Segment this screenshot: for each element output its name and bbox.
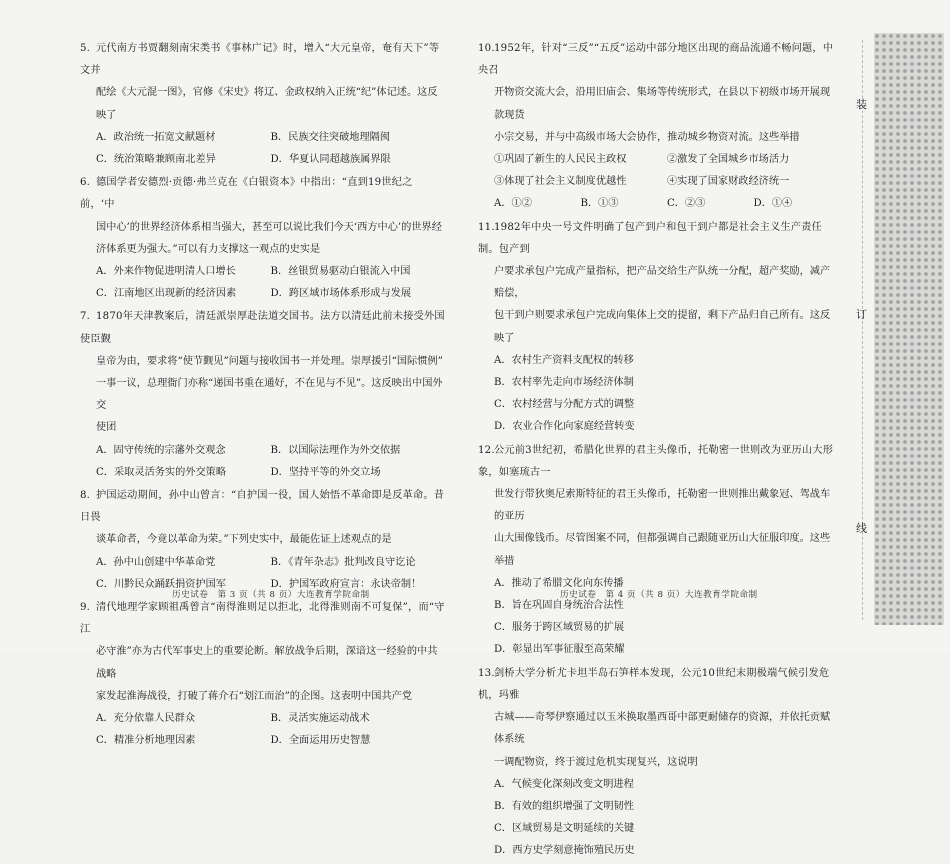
- option-c[interactable]: C．精准分析地理因素: [96, 735, 196, 747]
- options: [80, 261, 445, 305]
- question-text: 济体系更为强大。”可以有力支撑这一观点的史实是: [96, 243, 321, 255]
- question-7: [80, 306, 445, 484]
- question-text: 一调配物资，终于渡过危机实现复兴，这说明: [494, 756, 698, 768]
- question-number: 12.: [478, 444, 495, 456]
- question-text: 1870年天津教案后，清廷派崇厚赴法道交国书。法方以清廷此前未接受外国使臣觐: [80, 311, 445, 345]
- option-a[interactable]: A．孙中山创建中华革命党: [96, 556, 216, 568]
- question-text: 元代南方书贾翻刻南宋类书《事林广记》时，增入“大元皇帝，奄有天下”等文并: [80, 43, 440, 77]
- option-b[interactable]: B．《青年杂志》批判改良守讫论: [270, 556, 416, 568]
- question-text: 小宗交易，并与中高级市场大会协作，推动城乡物资对流。这些举措: [494, 131, 800, 143]
- statement-1: ①巩固了新生的人民民主政权: [494, 154, 627, 166]
- question-text: 谈革命者，今竟以革命为荣。”下列史实中，最能佐证上述观点的是: [96, 534, 392, 546]
- options: [478, 193, 840, 215]
- question-number: 5.: [80, 43, 91, 54]
- question-text: 1982年中央一号文件明确了包产到户和包干到户都是社会主义生产责任制。包产到: [478, 221, 822, 255]
- question-text: 山大围像钱币。尽管图案不同，但都强调自己跟随亚历山大征服印度。这些举措: [494, 533, 831, 567]
- question-text: 公元前3世纪初，希腊化世界的君主头像币，托勒密一世则改为亚历山大形象，如塞琉古一: [478, 444, 834, 478]
- option-a[interactable]: A．充分依靠人民群众: [96, 713, 196, 725]
- option-c[interactable]: C．采取灵活务实的外交策略: [96, 466, 227, 478]
- option-a[interactable]: A．①②: [494, 198, 532, 210]
- statements: [478, 149, 840, 193]
- option-b[interactable]: B．①③: [580, 198, 619, 210]
- option-a[interactable]: A．外来作物促进明清人口增长: [96, 266, 236, 278]
- question-text: 世发行带狄奥尼索斯特征的君王头像币，托勒密一世则推出戴象冠、驾战车的亚历: [494, 489, 831, 523]
- question-text: 剑桥大学分析尤卡坦半岛石笋样本发现，公元10世纪末期极端气候引发危机，玛雅: [478, 667, 830, 701]
- question-6: [80, 172, 445, 305]
- question-text: 国中心’的世界经济体系相当强大，甚至可以说比我们今天‘西方中心’的世界经: [96, 221, 442, 233]
- question-text: 开物资交流大会，沿用旧庙会、集场等传统形式，在县以下初级市场开展现款现货: [494, 87, 831, 121]
- question-number: 13.: [478, 667, 495, 679]
- page-footer-left: 历史试卷 第 3 页（共 8 页）大连教育学院命制: [172, 590, 370, 600]
- statement-3: ③体现了社会主义制度优越性: [494, 176, 627, 188]
- option-b[interactable]: B．农村率先走向市场经济体制: [494, 377, 634, 389]
- option-c[interactable]: C．②③: [667, 198, 706, 210]
- question-text: 皇帝为由，要求将“使节觐见”问题与接收国书一并处理。崇厚援引“国际惯例”: [96, 355, 443, 367]
- question-13: [478, 663, 840, 863]
- option-d[interactable]: D．跨区域市场体系形成与发展: [270, 288, 412, 300]
- question-text: 护国运动期间，孙中山曾言：“自护国一役，国人始悟不革命即是反革命。昔日畏: [80, 490, 445, 524]
- option-a[interactable]: A．气候变化深刻改变文明进程: [494, 778, 634, 790]
- question-text: 一事一议，总理衙门亦称“递国书重在通好，不在见与不见”。这反映出中国外交: [96, 378, 443, 412]
- option-b[interactable]: B．有效的组织增强了文明韧性: [494, 800, 634, 812]
- binding-pattern-strip: [874, 33, 944, 625]
- question-number: 10.: [478, 43, 495, 54]
- option-c[interactable]: C．江南地区出现新的经济因素: [96, 288, 237, 300]
- option-b[interactable]: B．灵活实施运动战术: [270, 713, 370, 725]
- question-text: 家发起淮海战役，打破了蒋介石“划江而治”的企图。这表明中国共产党: [96, 690, 413, 702]
- option-c[interactable]: C．区域贸易是文明延续的关键: [494, 823, 635, 835]
- option-c[interactable]: C．统治策略兼顾南北差异: [96, 154, 216, 166]
- question-number: 6.: [80, 177, 91, 189]
- options: [478, 573, 840, 662]
- question-text: 使团: [96, 422, 117, 434]
- left-page-column: [80, 38, 445, 754]
- option-a[interactable]: A．政治统一拓宽文献题材: [96, 131, 216, 143]
- question-number: 11.: [478, 221, 495, 233]
- question-text: 德国学者安德烈·贡德·弗兰克在《白银资本》中指出：“直到19世纪之前，‘中: [80, 177, 413, 211]
- option-b[interactable]: B．丝银贸易驱动白银流入中国: [270, 266, 411, 278]
- option-b[interactable]: B．旨在巩固自身统治合法性: [494, 600, 624, 612]
- statement-4: ④实现了国家财政经济统一: [667, 176, 790, 188]
- question-number: 7.: [80, 311, 91, 323]
- option-d[interactable]: D．华夏认同超越族属界限: [270, 154, 391, 166]
- question-text: 配绘《大元混一图》，官修《宋史》将辽、金政权纳入正统“纪”体记述。这反映了: [96, 87, 438, 121]
- question-text: 1952年，针对“三反”“五反”运动中部分地区出现的商品流通不畅问题，中央召: [478, 43, 834, 77]
- option-b[interactable]: B．以国际法理作为外交依据: [270, 444, 401, 456]
- option-a[interactable]: A．推动了希腊文化向东传播: [494, 577, 624, 589]
- question-9: [80, 597, 445, 752]
- question-text: 必守淮”亦为古代军事史上的重要论断。解放战争后期，深谙这一经验的中共战略: [96, 646, 438, 680]
- option-d[interactable]: D．护国军政府宣言：永诀帝制！: [270, 578, 422, 590]
- option-c[interactable]: C．川黔民众踊跃捐资护国军: [96, 578, 227, 590]
- statement-2: ②激发了全国城乡市场活力: [667, 154, 790, 166]
- options: [80, 127, 445, 171]
- option-c[interactable]: C．农村经营与分配方式的调整: [494, 399, 635, 411]
- question-text: 户要求承包户完成产量指标，把产品交给生产队统一分配，超产奖励，减产赔偿，: [494, 266, 831, 300]
- right-page-column: [478, 38, 840, 864]
- option-d[interactable]: D．农业合作化向家庭经营转变: [494, 421, 635, 433]
- question-11: [478, 217, 840, 439]
- binding-mark-ding: 订: [856, 308, 867, 321]
- question-text: 古城——奇琴伊察通过以玉米换取墨西哥中部更耐储存的资源，并依托贡赋体系统: [494, 712, 831, 746]
- question-12: [478, 440, 840, 662]
- question-number: 9.: [80, 602, 91, 614]
- options: [478, 774, 840, 863]
- question-number: 8.: [80, 490, 91, 502]
- options: [478, 350, 840, 439]
- binding-mark-xian: 线: [856, 522, 867, 535]
- question-text: 清代地理学家顾祖禹曾言“南得淮则足以拒北，北得淮则南不可复保”，而“守江: [80, 602, 445, 636]
- option-a[interactable]: A．农村生产资料支配权的转移: [494, 354, 634, 366]
- question-8: [80, 485, 445, 596]
- option-d[interactable]: D．①④: [753, 198, 793, 210]
- question-5: [80, 38, 445, 171]
- options: [80, 708, 445, 752]
- option-d[interactable]: D．西方史学刻意掩饰殖民历史: [494, 845, 635, 857]
- option-d[interactable]: D．彰显出军事征服至高荣耀: [494, 644, 625, 656]
- option-d[interactable]: D．全面运用历史智慧: [270, 735, 371, 747]
- option-a[interactable]: A．固守传统的宗藩外交观念: [96, 444, 226, 456]
- question-text: 包干到户则要求承包户完成向集体上交的提留，剩下产品归自己所有。这反映了: [494, 310, 831, 344]
- page-footer-right: 历史试卷 第 4 页（共 8 页）大连教育学院命制: [560, 590, 758, 600]
- binding-mark-zhuang: 装: [856, 98, 867, 111]
- option-d[interactable]: D．坚持平等的外交立场: [270, 466, 381, 478]
- option-c[interactable]: C．服务于跨区域贸易的扩展: [494, 622, 625, 634]
- options: [80, 440, 445, 484]
- question-10: [478, 38, 840, 216]
- option-b[interactable]: B．民族交往突破地理隔阂: [270, 131, 391, 143]
